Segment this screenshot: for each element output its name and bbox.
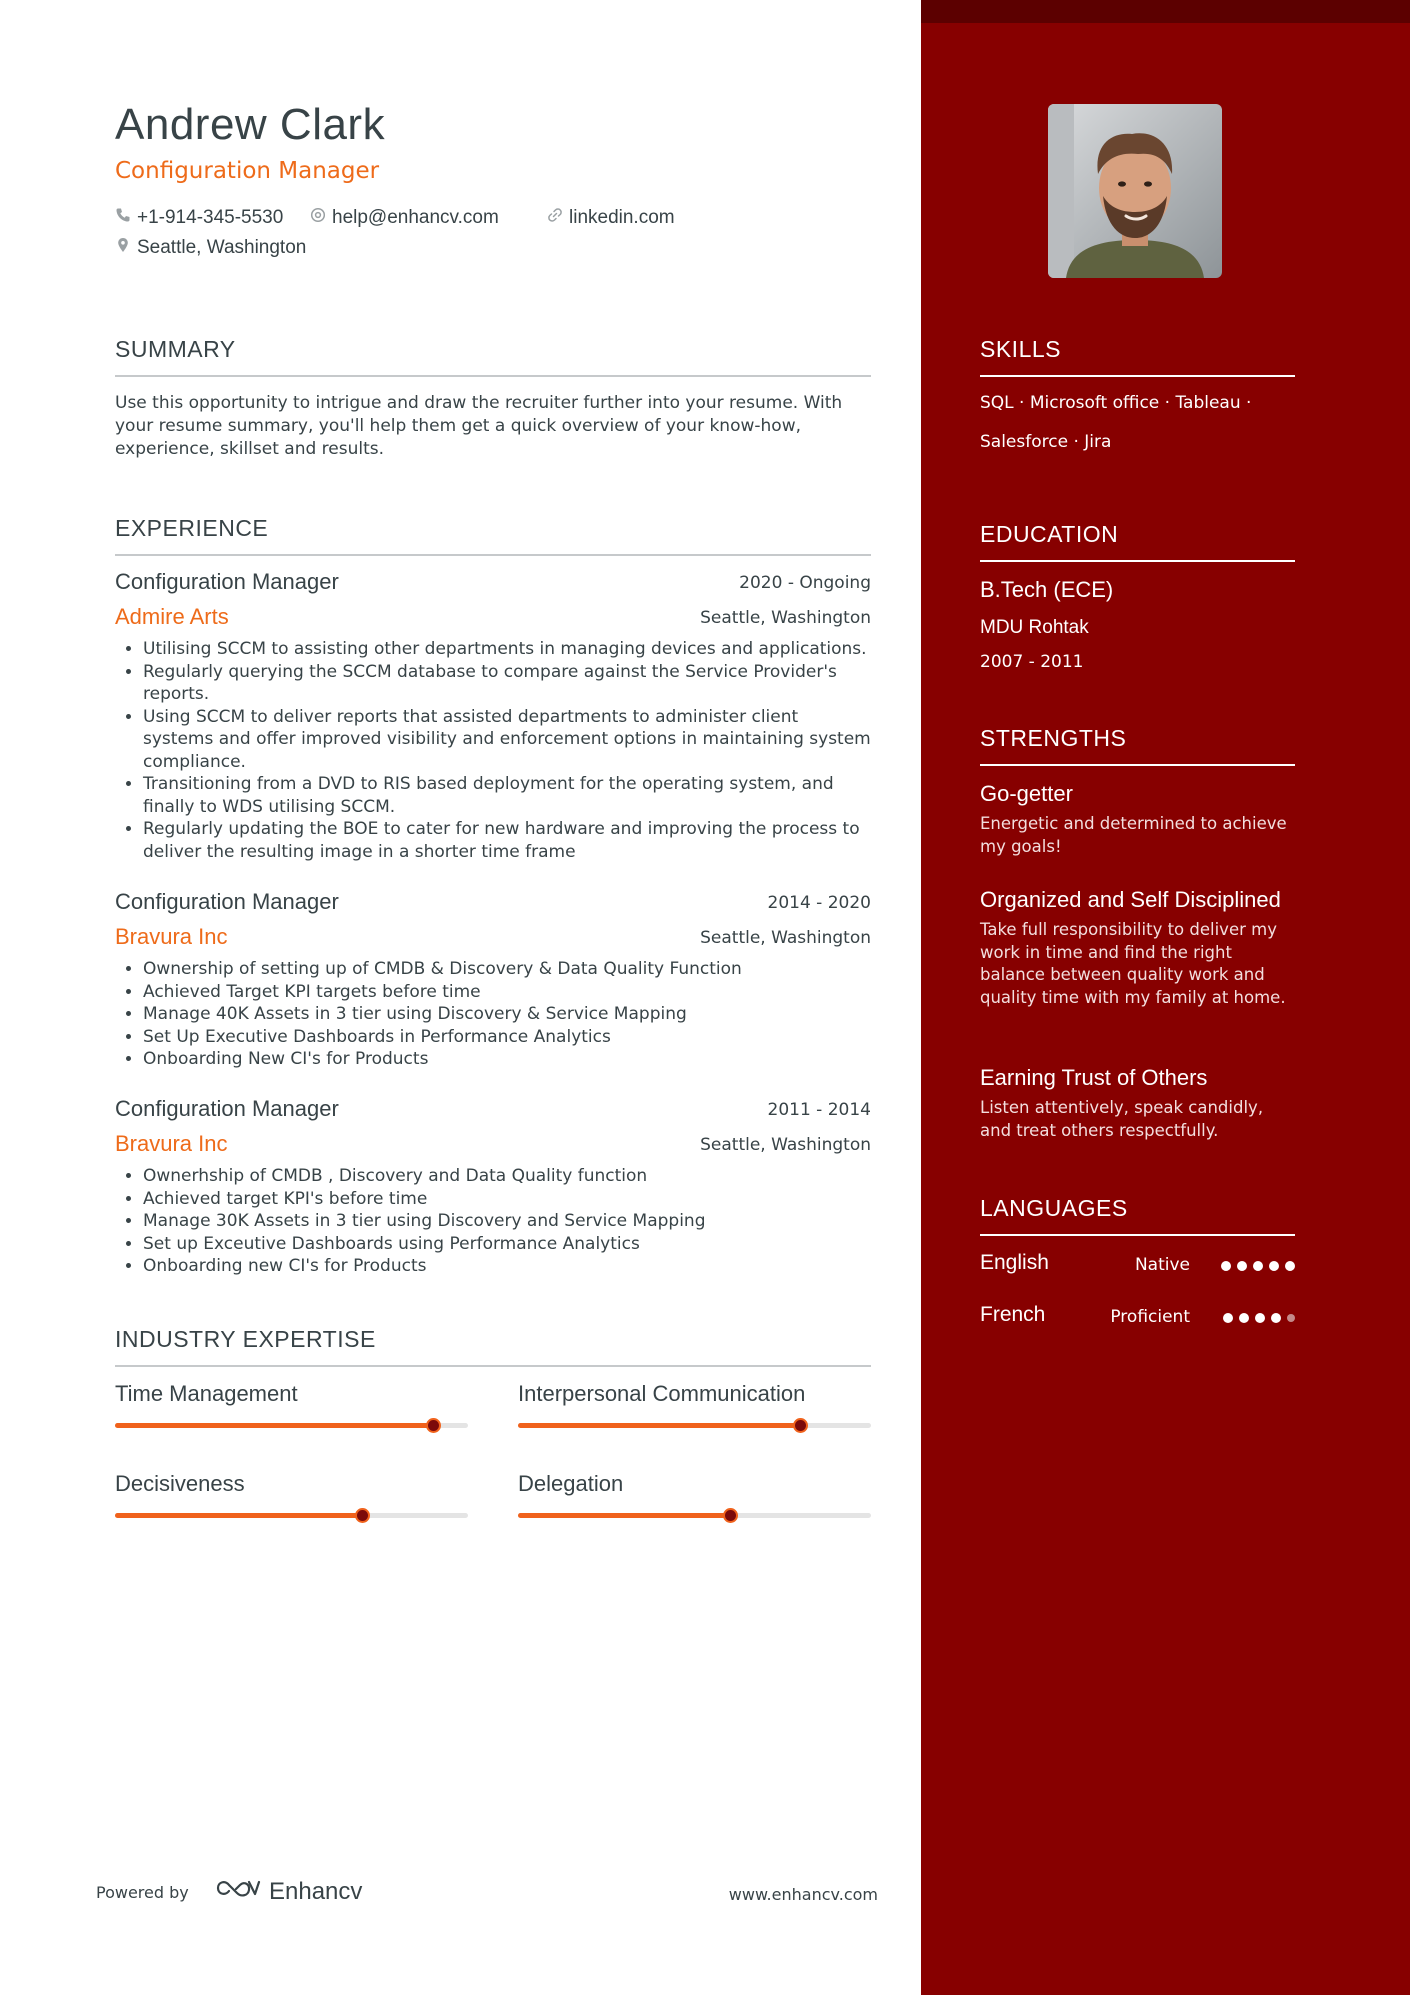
job-title: Configuration Manager: [115, 1096, 339, 1121]
job-bullet: • Using SCCM to deliver reports that assisted departments to administer client systems and offer improved visibility and enforcement options in maintaining system compliance.: [143, 706, 871, 774]
strength-description: Energetic and determined to achieve my goals!: [980, 814, 1287, 856]
job-bullet: • Ownerhship of CMDB , Discovery and Data Quality function: [143, 1165, 871, 1188]
job-bullets: [115, 1165, 871, 1278]
summary-heading: SUMMARY: [115, 336, 871, 377]
enhancv-logo-icon: [215, 1876, 261, 1907]
expertise-bar-knob: [355, 1508, 370, 1523]
expertise-name: Delegation: [518, 1471, 624, 1496]
language-row: [980, 1303, 1295, 1333]
strength-title: Organized and Self Disciplined: [980, 887, 1281, 912]
strength-description: Take full responsibility to deliver my work in time and find the right balance between quality work and quality time with my family at home.: [980, 920, 1286, 1007]
location-text: Seattle, Washington: [137, 237, 307, 258]
education-heading: EDUCATION: [980, 521, 1295, 562]
skills-line: SQL · Microsoft office · Tableau ·: [980, 393, 1252, 413]
job-bullets: [115, 638, 871, 863]
job-bullet: • Set up Exceutive Dashboards using Performance Analytics: [143, 1233, 871, 1256]
language-dot-filled: [1271, 1313, 1281, 1323]
language-dot-filled: [1237, 1261, 1247, 1271]
job-bullet: • Onboarding New CI's for Products: [143, 1048, 871, 1071]
job-location: Seattle, Washington: [700, 1135, 871, 1155]
expertise-bar-knob: [793, 1418, 808, 1433]
summary-text: Use this opportunity to intrigue and draw the recruiter further into your resume. With your resume summary, you'll help them get a quick overview of your know-how, experience, skillset and results.: [115, 393, 843, 459]
profile-photo: [1048, 104, 1222, 278]
strength-title: Go-getter: [980, 781, 1073, 806]
education-degree: B.Tech (ECE): [980, 577, 1114, 602]
contact-email[interactable]: [310, 207, 499, 229]
job-bullet: • Manage 30K Assets in 3 tier using Discovery and Service Mapping: [143, 1210, 871, 1233]
language-dots: [1221, 1261, 1295, 1271]
expertise-item: [518, 1471, 871, 1497]
phone-text: +1-914-345-5530: [137, 207, 284, 228]
candidate-name: Andrew Clark: [115, 100, 386, 149]
job-bullet: • Achieved target KPI's before time: [143, 1188, 871, 1211]
job-bullet: • Regularly updating the BOE to cater for new hardware and improving the process to deliver the resulting image in a shorter time frame: [143, 818, 871, 863]
skills-heading: SKILLS: [980, 336, 1295, 377]
expertise-item: [518, 1381, 871, 1407]
language-row: [980, 1251, 1295, 1281]
location-pin-icon: [115, 237, 131, 259]
expertise-item: [115, 1381, 468, 1407]
language-dot-filled: [1285, 1261, 1295, 1271]
language-level: Native: [1134, 1255, 1190, 1275]
strength-title: Earning Trust of Others: [980, 1065, 1208, 1090]
expertise-bar: [115, 1423, 468, 1428]
strength-item: [980, 886, 1295, 1009]
contact-phone: [115, 207, 283, 229]
education-school: MDU Rohtak: [980, 617, 1089, 638]
job-location: Seattle, Washington: [700, 608, 871, 628]
link-icon: [547, 207, 563, 229]
job-dates: 2014 - 2020: [767, 893, 871, 913]
language-dot-empty: [1287, 1314, 1295, 1322]
language-dot-filled: [1223, 1313, 1233, 1323]
footer-brand-name: Enhancv: [269, 1877, 363, 1905]
expertise-bar-knob: [426, 1418, 441, 1433]
strengths-heading: STRENGTHS: [980, 725, 1295, 766]
expertise-name: Decisiveness: [115, 1471, 245, 1496]
contact-linkedin[interactable]: [547, 207, 675, 229]
language-name: French: [980, 1303, 1046, 1326]
experience-heading: EXPERIENCE: [115, 515, 871, 556]
expertise-bar-fill: [518, 1423, 800, 1428]
footer-powered-by: Powered by: [96, 1883, 189, 1902]
job-dates: 2020 - Ongoing: [739, 573, 871, 593]
expertise-heading: INDUSTRY EXPERTISE: [115, 1326, 871, 1367]
strength-description: Listen attentively, speak candidly, and treat others respectfully.: [980, 1098, 1264, 1140]
expertise-bar-fill: [115, 1513, 362, 1518]
job-company: Bravura Inc: [115, 924, 228, 949]
job-bullet: • Onboarding new CI's for Products: [143, 1255, 871, 1278]
job-dates: 2011 - 2014: [767, 1100, 871, 1120]
education-years: 2007 - 2011: [980, 652, 1084, 672]
expertise-bar: [518, 1513, 871, 1518]
email-text[interactable]: help@enhancv.com: [332, 207, 499, 228]
expertise-name: Interpersonal Communication: [518, 1381, 806, 1406]
language-dots: [1223, 1313, 1295, 1323]
expertise-bar: [518, 1423, 871, 1428]
sidebar: [921, 0, 1410, 1995]
languages-heading: LANGUAGES: [980, 1195, 1295, 1236]
expertise-item: [115, 1471, 468, 1497]
job-bullet: • Achieved Target KPI targets before time: [143, 981, 871, 1004]
job-bullet: • Transitioning from a DVD to RIS based deployment for the operating system, and finally to WDS utilising SCCM.: [143, 773, 871, 818]
job-bullet: • Regularly querying the SCCM database to compare against the Service Provider's reports.: [143, 661, 871, 706]
job-title: Configuration Manager: [115, 889, 339, 914]
job-title: Configuration Manager: [115, 569, 339, 594]
job-location: Seattle, Washington: [700, 928, 871, 948]
language-dot-filled: [1253, 1261, 1263, 1271]
expertise-name: Time Management: [115, 1381, 298, 1406]
expertise-bar-fill: [518, 1513, 730, 1518]
job-company: Admire Arts: [115, 604, 229, 629]
language-dot-filled: [1239, 1313, 1249, 1323]
sidebar-top-bar: [921, 0, 1410, 23]
linkedin-text[interactable]: linkedin.com: [569, 207, 675, 228]
phone-icon: [115, 207, 131, 229]
language-dot-filled: [1269, 1261, 1279, 1271]
strength-item: [980, 780, 1295, 858]
footer-url[interactable]: www.enhancv.com: [728, 1885, 878, 1904]
language-dot-filled: [1255, 1313, 1265, 1323]
contact-location: [115, 237, 306, 259]
job-bullet: • Ownership of setting up of CMDB & Discovery & Data Quality Function: [143, 958, 871, 981]
at-icon: [310, 207, 326, 229]
job-bullets: [115, 958, 871, 1071]
language-name: English: [980, 1251, 1049, 1274]
job-bullet: • Manage 40K Assets in 3 tier using Discovery & Service Mapping: [143, 1003, 871, 1026]
skills-line: Salesforce · Jira: [980, 432, 1112, 452]
footer-brand[interactable]: [215, 1876, 362, 1907]
candidate-role: Configuration Manager: [115, 158, 380, 184]
job-company: Bravura Inc: [115, 1131, 228, 1156]
language-dot-filled: [1221, 1261, 1231, 1271]
expertise-bar: [115, 1513, 468, 1518]
language-level: Proficient: [1110, 1307, 1190, 1327]
job-bullet: • Set Up Executive Dashboards in Performance Analytics: [143, 1026, 871, 1049]
strength-item: [980, 1064, 1295, 1142]
expertise-bar-fill: [115, 1423, 433, 1428]
expertise-bar-knob: [723, 1508, 738, 1523]
job-bullet: • Utilising SCCM to assisting other departments in managing devices and applications.: [143, 638, 871, 661]
